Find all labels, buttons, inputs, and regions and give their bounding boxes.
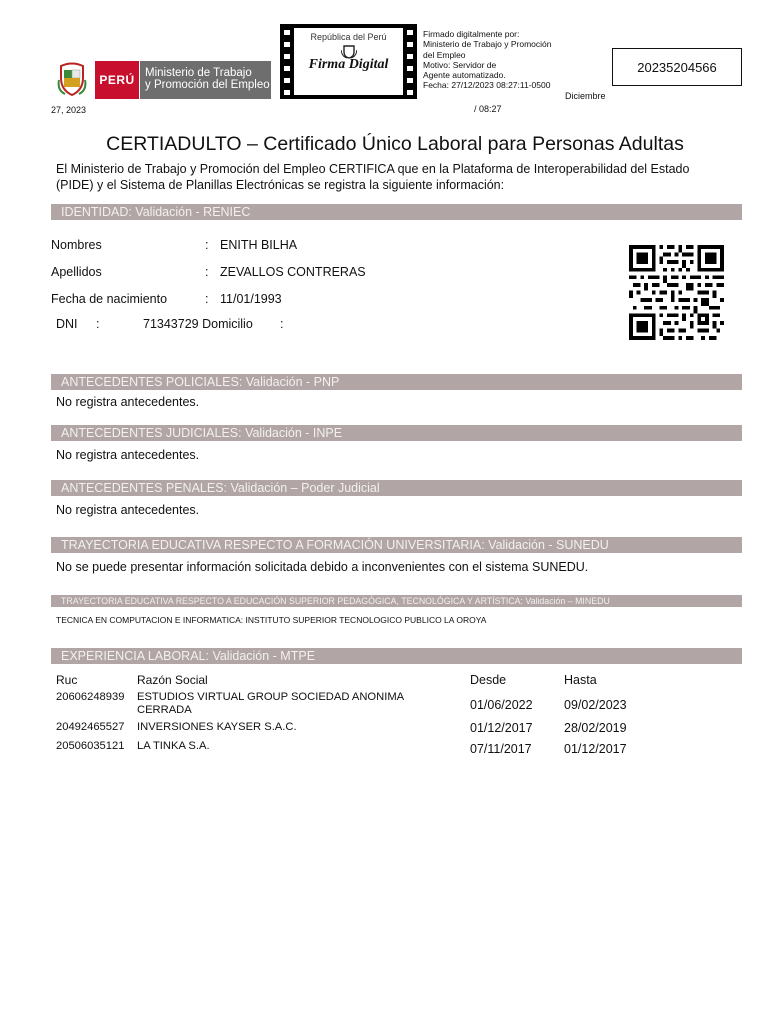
issue-time-fragment: / 08:27 xyxy=(474,104,502,114)
certificate-code: 20235204566 xyxy=(612,48,742,86)
issue-month: Diciembre xyxy=(565,91,606,101)
work-row-to: 28/02/2019 xyxy=(564,721,627,735)
signature-line: Motivo: Servidor de xyxy=(423,59,497,70)
ministry-logo xyxy=(140,61,271,99)
national-shield-icon xyxy=(341,45,357,59)
stamp-signature: Firma Digital xyxy=(308,57,389,72)
section-header-police: ANTECEDENTES POLICIALES: Validación - PNP xyxy=(51,374,742,390)
section-header-university: TRAYECTORIA EDUCATIVA RESPECTO A FORMACIÓN UNIVERSITARIA: Validación - SUNEDU xyxy=(51,537,742,553)
work-row-company-cont: CERRADA xyxy=(137,704,192,716)
field-value-surnames: ZEVALLOS CONTRERAS xyxy=(220,265,366,279)
field-label-birthdate: Fecha de nacimiento xyxy=(51,292,168,306)
police-result: No registra antecedentes. xyxy=(56,395,200,409)
work-row-company: ESTUDIOS VIRTUAL GROUP SOCIEDAD ANONIMA xyxy=(137,691,405,703)
issue-date-fragment: 27, 2023 xyxy=(51,105,87,115)
dni-label: DNI xyxy=(56,317,78,331)
dni-colon: : xyxy=(96,317,100,331)
digital-signature-stamp xyxy=(280,24,417,99)
signature-line: Agente automatizado. xyxy=(423,70,506,81)
work-row-to: 01/12/2017 xyxy=(564,742,627,756)
university-result: No se puede presentar información solicitada debido a inconvenientes con el sistema SUNEDU. xyxy=(56,560,589,574)
signature-details xyxy=(423,29,568,91)
work-row-company: LA TINKA S.A. xyxy=(137,740,210,752)
column-header-from: Desde xyxy=(470,673,507,687)
intro-paragraph: El Ministerio de Trabajo y Promoción del Empleo CERTIFICA que en la Plataforma de Interoperabilidad del Estado (PIDE) y el Sistema de Planillas Electrónicas se registra la siguiente información: xyxy=(56,162,690,192)
stamp-country: República del Perú xyxy=(310,32,387,42)
field-label-surnames: Apellidos xyxy=(51,265,102,279)
field-value-names: ENITH BILHA xyxy=(220,238,298,252)
column-header-ruc: Ruc xyxy=(56,673,78,687)
section-header-work-experience: EXPERIENCIA LABORAL: Validación - MTPE xyxy=(51,648,742,664)
signature-line: Fecha: 27/12/2023 08:27:11-0500 xyxy=(423,80,551,91)
field-colon: : xyxy=(205,292,209,306)
superior-education-result: TECNICA EN COMPUTACION E INFORMATICA: INSTITUTO SUPERIOR TECNOLOGICO PUBLICO LA OROYA xyxy=(56,615,487,625)
section-header-superior-education: TRAYECTORIA EDUCATIVA RESPECTO A EDUCACIÓN SUPERIOR PEDAGÓGICA, TECNOLÓGICA Y ARTÍSTICA: Validación – MINEDU xyxy=(51,595,742,607)
work-row-ruc: 20506035121 xyxy=(56,740,125,752)
work-row-to: 09/02/2023 xyxy=(564,698,627,712)
qr-code-icon xyxy=(628,245,725,340)
field-label-names: Nombres xyxy=(51,238,102,252)
work-row-ruc: 20492465527 xyxy=(56,721,125,733)
signature-line: Ministerio de Trabajo y Promoción xyxy=(423,39,552,50)
peru-coat-of-arms-icon xyxy=(57,62,87,96)
section-header-penal: ANTECEDENTES PENALES: Validación – Poder Judicial xyxy=(51,480,742,496)
ministry-line-1: Ministerio de Trabajo xyxy=(145,67,252,79)
column-header-company: Razón Social xyxy=(137,673,208,687)
penal-result: No registra antecedentes. xyxy=(56,503,200,517)
signature-line: del Empleo xyxy=(423,49,466,60)
judicial-result: No registra antecedentes. xyxy=(56,448,200,462)
column-header-to: Hasta xyxy=(564,673,597,687)
field-colon: : xyxy=(205,265,209,279)
dni-value: 71343729 Domicilio xyxy=(143,317,253,331)
work-row-company: INVERSIONES KAYSER S.A.C. xyxy=(137,721,297,733)
work-row-from: 01/06/2022 xyxy=(470,698,533,712)
ministry-line-2: y Promoción del Empleo xyxy=(145,79,270,91)
field-colon: : xyxy=(205,238,209,252)
section-header-identity: IDENTIDAD: Validación - RENIEC xyxy=(51,204,742,220)
section-header-judicial: ANTECEDENTES JUDICIALES: Validación - INPE xyxy=(51,425,742,441)
document-title: CERTIADULTO – Certificado Único Laboral para Personas Adultas xyxy=(106,133,684,155)
domicilio-colon: : xyxy=(280,317,284,331)
work-row-from: 07/11/2017 xyxy=(470,742,532,756)
field-value-birthdate: 11/01/1993 xyxy=(220,292,282,306)
work-row-ruc: 20606248939 xyxy=(56,691,125,703)
peru-logo-label: PERÚ xyxy=(95,61,139,99)
signature-line: Firmado digitalmente por: xyxy=(423,29,520,39)
work-row-from: 01/12/2017 xyxy=(470,721,533,735)
